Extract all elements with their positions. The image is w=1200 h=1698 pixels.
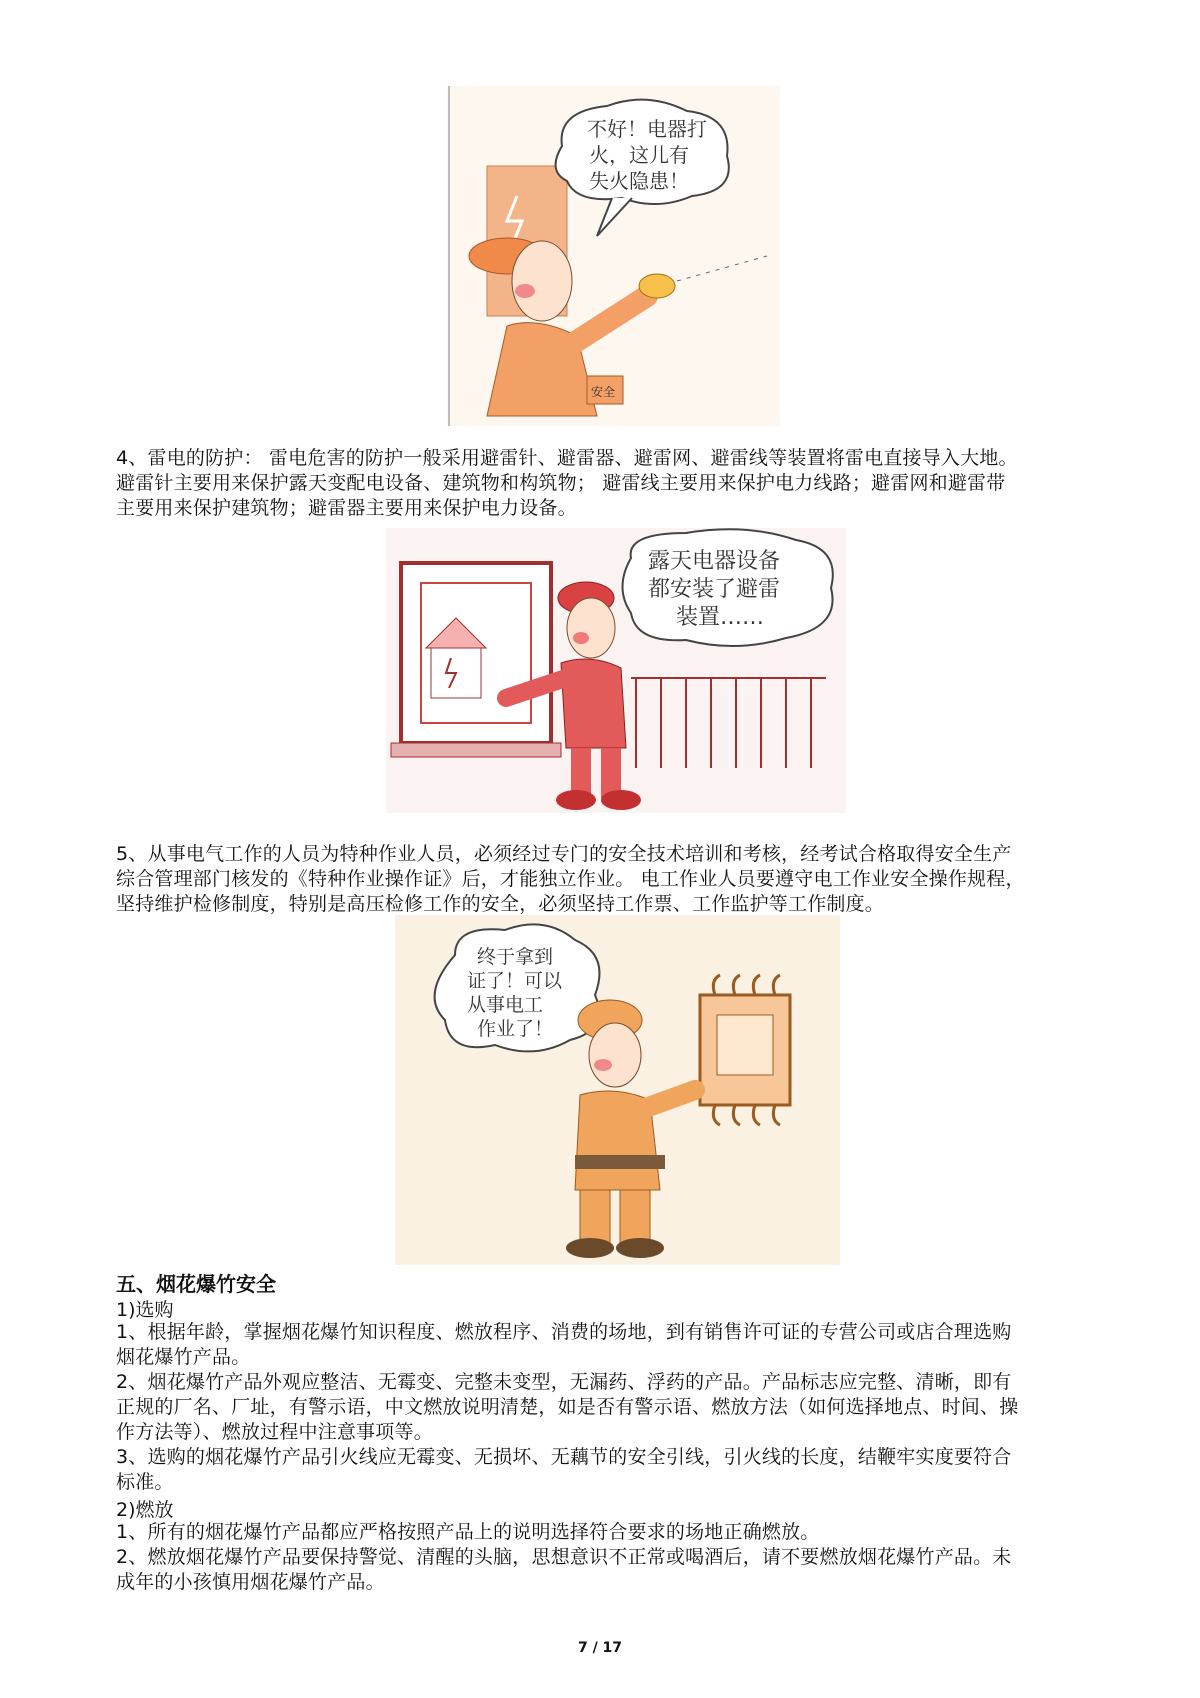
page-number: 7 / 17 bbox=[577, 1640, 623, 1656]
ignite-paragraph bbox=[116, 1520, 1126, 1595]
paragraph-line: 1、所有的烟花爆竹产品都应严格按照产品上的说明选择符合要求的场地正确燃放。 bbox=[116, 1521, 820, 1543]
paragraph-line: 2、燃放烟花爆竹产品要保持警觉、清醒的头脑，思想意识不正常或喝酒后，请不要燃放烟花爆竹产品。未 bbox=[116, 1546, 1012, 1568]
bubble-line: 火，这儿有 bbox=[589, 143, 689, 167]
paragraph-line: 2、烟花爆竹产品外观应整洁、无霉变、完整未变型，无漏药、浮药的产品。产品标志应完整、清晰，即有 bbox=[116, 1371, 1012, 1393]
bubble-line: 都安装了避雷 bbox=[648, 577, 781, 602]
illustration-electrician-flashlight bbox=[447, 86, 780, 426]
cartoon-figure-2 bbox=[386, 528, 846, 813]
section-heading: 五、烟花爆竹安全 bbox=[116, 1272, 276, 1296]
paragraph-line: 5、从事电气工作的人员为特种作业人员，必须经过专门的安全技术培训和考核，经考试合格取得安全生产 bbox=[116, 843, 1012, 865]
bubble-line: 证了！可以 bbox=[467, 970, 563, 992]
bubble-line: 从事电工 bbox=[467, 994, 544, 1016]
lightning-protection-paragraph bbox=[116, 446, 1126, 521]
subsection-title-ignite: 2)燃放 bbox=[116, 1499, 174, 1521]
paragraph-line: 避雷针主要用来保护露天变配电设备、建筑物和构筑物； 避雷线主要用来保护电力线路；避雷网和避雷带 bbox=[116, 472, 1006, 494]
bubble-line: 失火隐患！ bbox=[589, 169, 689, 193]
cartoon-figure-3 bbox=[395, 915, 840, 1265]
bubble-line: 露天电器设备 bbox=[648, 549, 781, 574]
badge-text: 安全 bbox=[591, 385, 616, 399]
bubble-line: 作业了！ bbox=[477, 1018, 554, 1040]
special-operation-paragraph bbox=[116, 842, 1126, 917]
paragraph-line: 4、雷电的防护： 雷电危害的防护一般采用避雷针、避雷器、避雷网、避雷线等装置将雷电直接导入大地。 bbox=[116, 447, 1018, 469]
paragraph-line: 综合管理部门核发的《特种作业操作证》后，才能独立作业。 电工作业人员要遵守电工作业安全操作规程， bbox=[116, 868, 1025, 890]
bubble-line: 装置…… bbox=[676, 605, 765, 630]
bubble-line: 不好！电器打 bbox=[587, 117, 707, 141]
paragraph-line: 3、选购的烟花爆竹产品引火线应无霉变、无损坏、无藕节的安全引线，引火线的长度，结鞭牢实度要符合 bbox=[116, 1446, 1012, 1468]
subsection-title-purchase: 1)选购 bbox=[116, 1299, 174, 1321]
paragraph-line: 成年的小孩慎用烟花爆竹产品。 bbox=[116, 1571, 385, 1593]
paragraph-line: 烟花爆竹产品。 bbox=[116, 1346, 251, 1368]
paragraph-line: 1、根据年龄，掌握烟花爆竹知识程度、燃放程序、消费的场地，到有销售许可证的专营公司或店合理选购 bbox=[116, 1321, 1012, 1343]
illustration-certified-electrician bbox=[395, 915, 840, 1265]
purchase-paragraph bbox=[116, 1320, 1126, 1495]
paragraph-line: 标准。 bbox=[116, 1471, 174, 1493]
illustration-lightning-protection bbox=[386, 528, 846, 813]
cartoon-figure-1 bbox=[447, 86, 780, 426]
paragraph-line: 正规的厂名、厂址，有警示语，中文燃放说明清楚，如是否有警示语、燃放方法（如何选择地点、时间、操 bbox=[116, 1396, 1019, 1418]
bubble-line: 终于拿到 bbox=[477, 946, 554, 968]
paragraph-line: 主要用来保护建筑物；避雷器主要用来保护电力设备。 bbox=[116, 497, 577, 519]
paragraph-line: 坚持维护检修制度，特别是高压检修工作的安全，必须坚持工作票、工作监护等工作制度。 bbox=[116, 893, 885, 915]
paragraph-line: 作方法等）、燃放过程中注意事项等。 bbox=[116, 1421, 433, 1443]
